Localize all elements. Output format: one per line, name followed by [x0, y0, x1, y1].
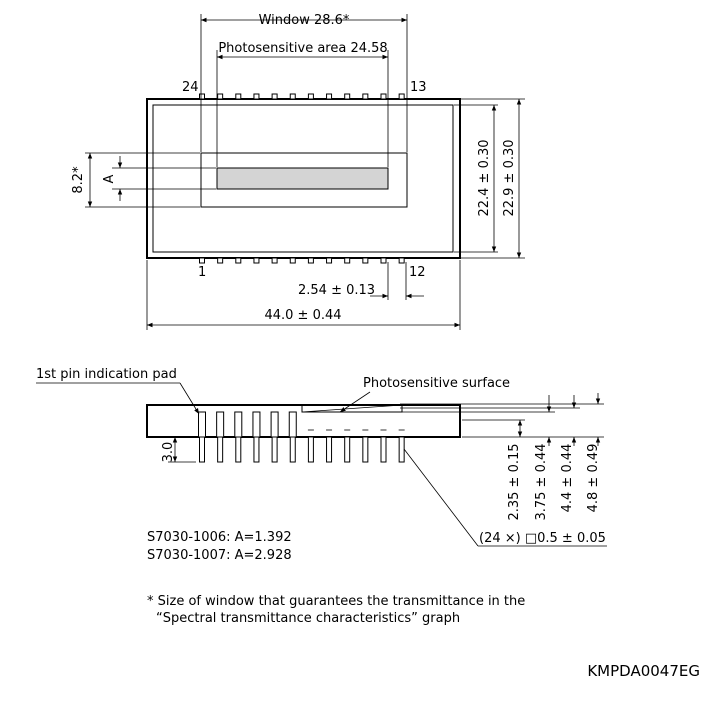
pin-lead [345, 437, 350, 462]
pin-bottom [363, 258, 368, 263]
pin-bottom [200, 258, 205, 263]
pin-top [236, 94, 241, 99]
pin-bottom [290, 258, 295, 263]
pin1-pad-leader [180, 383, 199, 414]
model-1007-note: S7030-1007: A=2.928 [147, 548, 292, 563]
pin-lead [218, 437, 223, 462]
pin-lead [327, 437, 332, 462]
pin-bottom [218, 258, 223, 263]
pin-lead [236, 437, 241, 462]
lead-spec-label: (24 ×) □0.5 ± 0.05 [479, 531, 606, 546]
pin-top [399, 94, 404, 99]
length-label: 44.0 ± 0.44 [264, 308, 342, 323]
pin-pad [271, 412, 278, 437]
pin-bottom [254, 258, 259, 263]
pin-bottom [308, 258, 313, 263]
pin-pad [199, 412, 206, 437]
pin-pad [217, 412, 224, 437]
height-inner-label: 22.4 ± 0.30 [477, 139, 492, 217]
pin1-pad-label: 1st pin indication pad [36, 367, 177, 382]
lead-spec-leader [404, 449, 478, 546]
pin-bottom [399, 258, 404, 263]
pin-lead [200, 437, 205, 462]
pin-pad [289, 412, 296, 437]
window-height-label: 8.2* [71, 166, 86, 194]
pin-bottom [381, 258, 386, 263]
window-label: Window 28.6* [258, 13, 350, 28]
height-outer-label: 22.9 ± 0.30 [502, 139, 517, 217]
drawing-code: KMPDA0047EG [587, 662, 700, 680]
pin-top [290, 94, 295, 99]
pin-bottom [236, 258, 241, 263]
pin-top [218, 94, 223, 99]
pin-1-label: 1 [198, 265, 207, 280]
dim-4-4-label: 4.4 ± 0.44 [560, 443, 575, 513]
dim-4-8-label: 4.8 ± 0.49 [586, 443, 601, 513]
footnote-line-2: “Spectral transmittance characteristics” graph [156, 611, 461, 626]
dim-3-75-label: 3.75 ± 0.44 [534, 443, 549, 521]
pin-24-label: 24 [182, 80, 199, 95]
pin-top [345, 94, 350, 99]
a-dim-label: A [102, 174, 117, 184]
pin-pad [253, 412, 260, 437]
pin-top [363, 94, 368, 99]
pin-lead [363, 437, 368, 462]
pin-bottom [327, 258, 332, 263]
pin-lead [272, 437, 277, 462]
pin-lead [290, 437, 295, 462]
lead-length-label: 3.0 [161, 441, 176, 463]
pin-lead [399, 437, 404, 462]
active-area-label: Photosensitive area 24.58 [218, 41, 388, 56]
pin-pad [235, 412, 242, 437]
pin-lead [254, 437, 259, 462]
side-body-outline [147, 405, 460, 437]
pin-bottom [272, 258, 277, 263]
footnote-line-1: * Size of window that guarantees the transmittance in the [147, 594, 526, 609]
pin-top [254, 94, 259, 99]
pin-lead [308, 437, 313, 462]
pin-13-label: 13 [410, 80, 427, 95]
pin-bottom [345, 258, 350, 263]
pin-top [327, 94, 332, 99]
photosensitive-area [217, 168, 388, 189]
surface-leader [340, 392, 370, 412]
dim-2-35-label: 2.35 ± 0.15 [507, 443, 522, 521]
surface-label: Photosensitive surface [363, 376, 511, 391]
side-view [36, 367, 607, 546]
pin-top [200, 94, 205, 99]
pin-top [308, 94, 313, 99]
model-1006-note: S7030-1006: A=1.392 [147, 530, 292, 545]
top-view [71, 13, 525, 330]
pin-top [381, 94, 386, 99]
pin-12-label: 12 [409, 265, 426, 280]
pitch-label: 2.54 ± 0.13 [298, 283, 376, 298]
pin-top [272, 94, 277, 99]
pin-lead [381, 437, 386, 462]
